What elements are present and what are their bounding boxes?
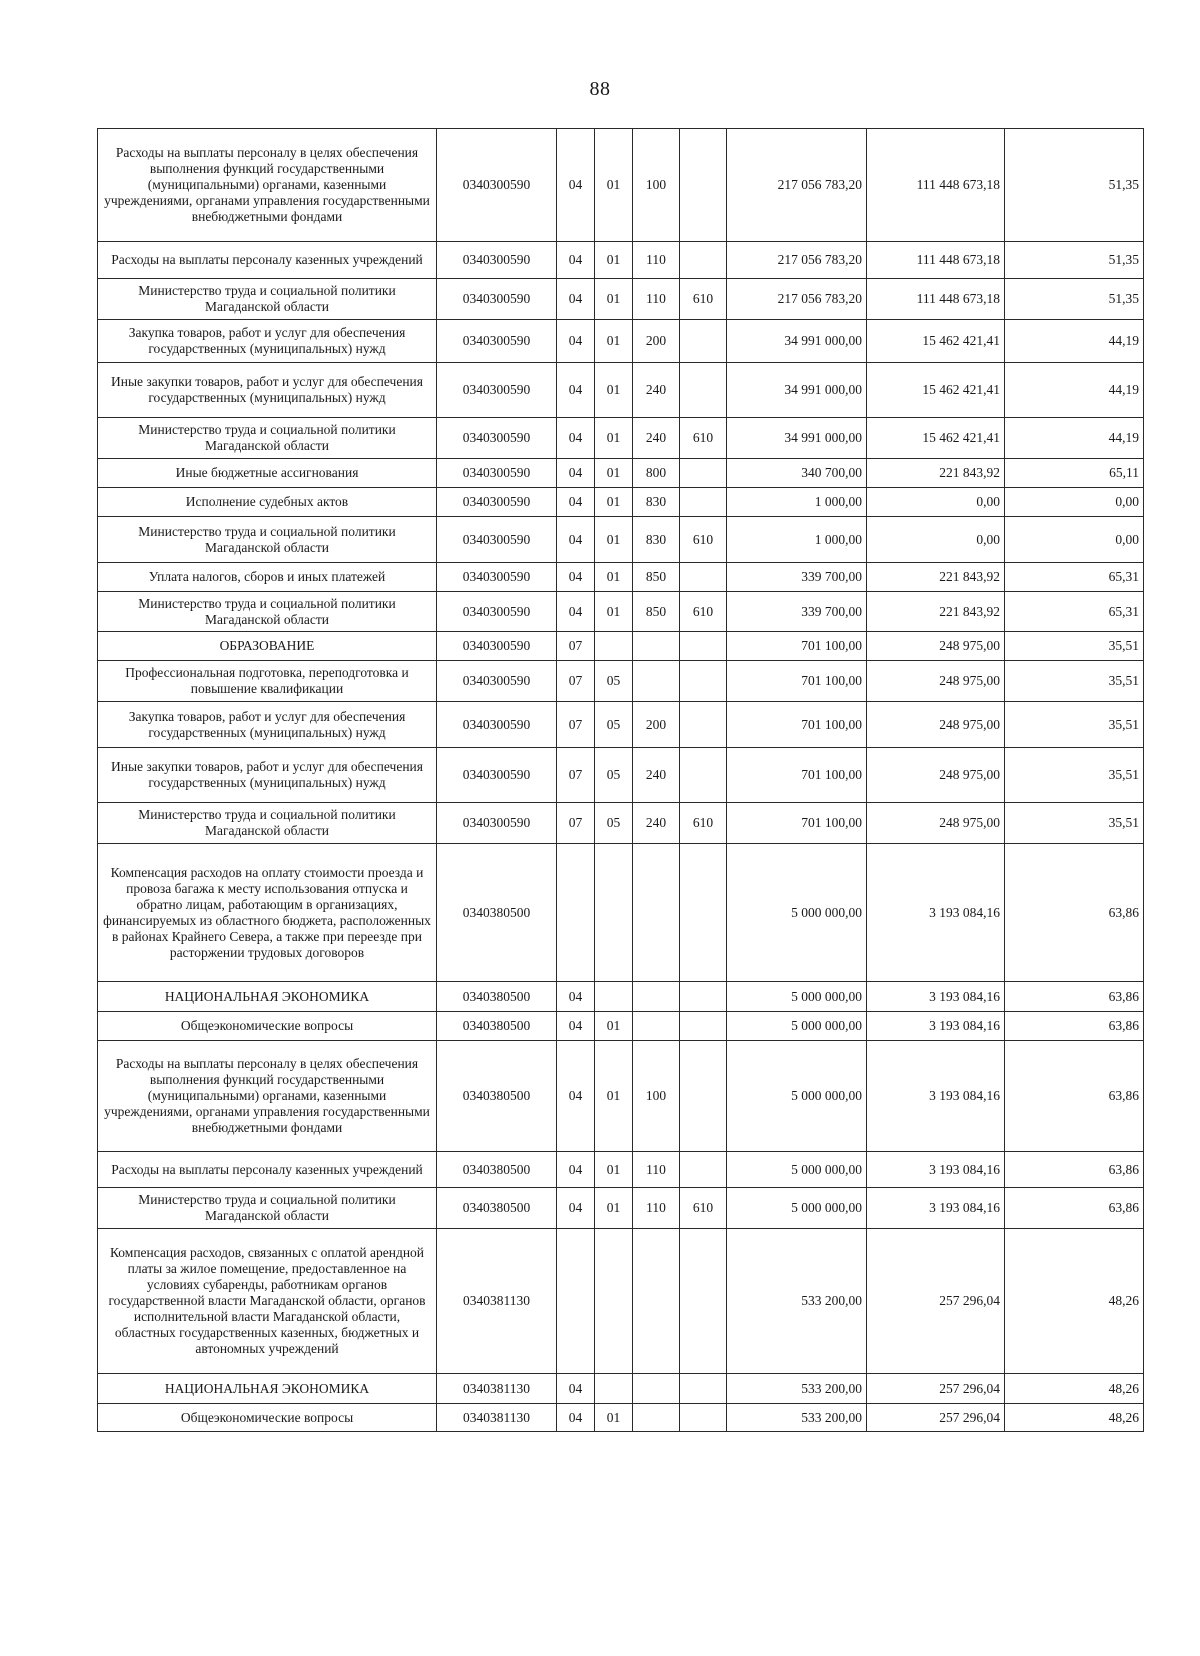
cell-name: Расходы на выплаты персоналу в целях обеспечения выполнения функций государственными (муниципальными) органами, казенными учреждениями, органами управления государственными внебюджетными фондами	[98, 129, 437, 242]
cell-name: Министерство труда и социальной политики Магаданской области	[98, 592, 437, 632]
cell-target-code: 0340300590	[437, 488, 557, 517]
cell-target-code: 0340300590	[437, 803, 557, 844]
cell-executed: 0,00	[867, 488, 1005, 517]
cell-name: Профессиональная подготовка, переподготовка и повышение квалификации	[98, 661, 437, 702]
cell-admin-code	[680, 1012, 727, 1041]
cell-executed: 3 193 084,16	[867, 1041, 1005, 1152]
cell-planned: 1 000,00	[727, 488, 867, 517]
cell-admin-code	[680, 488, 727, 517]
cell-expense-type	[633, 1229, 680, 1374]
cell-admin-code: 610	[680, 803, 727, 844]
table-row	[98, 418, 1144, 459]
cell-expense-type: 830	[633, 517, 680, 563]
cell-executed: 15 462 421,41	[867, 320, 1005, 363]
cell-name: Министерство труда и социальной политики Магаданской области	[98, 517, 437, 563]
cell-subsection	[595, 632, 633, 661]
cell-target-code: 0340380500	[437, 1152, 557, 1188]
table-row	[98, 844, 1144, 982]
cell-executed: 221 843,92	[867, 592, 1005, 632]
cell-section: 04	[557, 418, 595, 459]
cell-name: НАЦИОНАЛЬНАЯ ЭКОНОМИКА	[98, 1374, 437, 1404]
cell-admin-code	[680, 1229, 727, 1374]
table-row	[98, 702, 1144, 748]
cell-admin-code	[680, 242, 727, 279]
cell-percent: 35,51	[1005, 702, 1144, 748]
cell-expense-type: 240	[633, 803, 680, 844]
cell-executed: 257 296,04	[867, 1229, 1005, 1374]
cell-target-code: 0340381130	[437, 1404, 557, 1432]
table-row	[98, 363, 1144, 418]
cell-admin-code	[680, 1374, 727, 1404]
cell-target-code: 0340381130	[437, 1374, 557, 1404]
cell-percent: 63,86	[1005, 982, 1144, 1012]
table-row	[98, 1229, 1144, 1374]
cell-subsection: 01	[595, 592, 633, 632]
cell-target-code: 0340380500	[437, 1188, 557, 1229]
cell-executed: 257 296,04	[867, 1374, 1005, 1404]
cell-expense-type: 200	[633, 702, 680, 748]
cell-admin-code	[680, 982, 727, 1012]
cell-section: 04	[557, 488, 595, 517]
cell-executed: 248 975,00	[867, 803, 1005, 844]
cell-percent: 48,26	[1005, 1229, 1144, 1374]
cell-subsection	[595, 1374, 633, 1404]
cell-section: 04	[557, 1188, 595, 1229]
cell-name: Компенсация расходов, связанных с оплатой арендной платы за жилое помещение, предоставленное на условиях субаренды, работникам органов государственной власти Магаданской области, органов исполнительной власти Магаданской области, областных государственных казенных, бюджетных и автономных учреждений	[98, 1229, 437, 1374]
cell-executed: 248 975,00	[867, 702, 1005, 748]
cell-section: 07	[557, 803, 595, 844]
cell-planned: 34 991 000,00	[727, 418, 867, 459]
table-row	[98, 459, 1144, 488]
cell-executed: 248 975,00	[867, 661, 1005, 702]
table-row	[98, 1012, 1144, 1041]
cell-percent: 51,35	[1005, 242, 1144, 279]
cell-percent: 44,19	[1005, 363, 1144, 418]
cell-name: Министерство труда и социальной политики Магаданской области	[98, 803, 437, 844]
cell-executed: 3 193 084,16	[867, 1152, 1005, 1188]
table-row	[98, 1152, 1144, 1188]
cell-target-code: 0340380500	[437, 844, 557, 982]
cell-admin-code	[680, 320, 727, 363]
cell-name: Расходы на выплаты персоналу казенных учреждений	[98, 1152, 437, 1188]
cell-planned: 701 100,00	[727, 661, 867, 702]
cell-name: Министерство труда и социальной политики Магаданской области	[98, 418, 437, 459]
cell-executed: 111 448 673,18	[867, 129, 1005, 242]
cell-target-code: 0340380500	[437, 1012, 557, 1041]
cell-name: Расходы на выплаты персоналу в целях обеспечения выполнения функций государственными (муниципальными) органами, казенными учреждениями, органами управления государственными внебюджетными фондами	[98, 1041, 437, 1152]
cell-name: Министерство труда и социальной политики Магаданской области	[98, 1188, 437, 1229]
cell-expense-type: 830	[633, 488, 680, 517]
cell-expense-type: 110	[633, 279, 680, 320]
cell-planned: 339 700,00	[727, 592, 867, 632]
cell-percent: 65,11	[1005, 459, 1144, 488]
cell-subsection: 01	[595, 488, 633, 517]
cell-admin-code: 610	[680, 592, 727, 632]
cell-name: Иные бюджетные ассигнования	[98, 459, 437, 488]
cell-planned: 1 000,00	[727, 517, 867, 563]
cell-percent: 65,31	[1005, 563, 1144, 592]
cell-expense-type	[633, 1374, 680, 1404]
cell-admin-code	[680, 459, 727, 488]
cell-percent: 44,19	[1005, 418, 1144, 459]
cell-admin-code	[680, 363, 727, 418]
table-row	[98, 632, 1144, 661]
cell-subsection: 01	[595, 517, 633, 563]
cell-executed: 248 975,00	[867, 632, 1005, 661]
table-row	[98, 488, 1144, 517]
cell-section: 04	[557, 459, 595, 488]
cell-target-code: 0340300590	[437, 632, 557, 661]
cell-target-code: 0340300590	[437, 661, 557, 702]
cell-percent: 63,86	[1005, 1041, 1144, 1152]
cell-percent: 48,26	[1005, 1404, 1144, 1432]
cell-section: 04	[557, 279, 595, 320]
cell-subsection: 01	[595, 418, 633, 459]
cell-expense-type	[633, 1012, 680, 1041]
cell-target-code: 0340380500	[437, 982, 557, 1012]
cell-expense-type	[633, 1404, 680, 1432]
cell-target-code: 0340300590	[437, 129, 557, 242]
cell-percent: 44,19	[1005, 320, 1144, 363]
cell-planned: 5 000 000,00	[727, 844, 867, 982]
cell-expense-type: 800	[633, 459, 680, 488]
cell-admin-code	[680, 1152, 727, 1188]
cell-subsection: 01	[595, 1188, 633, 1229]
cell-section: 07	[557, 702, 595, 748]
cell-executed: 111 448 673,18	[867, 279, 1005, 320]
cell-subsection: 05	[595, 702, 633, 748]
cell-section: 07	[557, 661, 595, 702]
cell-target-code: 0340381130	[437, 1229, 557, 1374]
cell-name: Иные закупки товаров, работ и услуг для обеспечения государственных (муниципальных) нужд	[98, 363, 437, 418]
cell-executed: 3 193 084,16	[867, 1188, 1005, 1229]
table-row	[98, 1404, 1144, 1432]
cell-expense-type	[633, 632, 680, 661]
cell-admin-code: 610	[680, 418, 727, 459]
cell-planned: 5 000 000,00	[727, 1188, 867, 1229]
cell-expense-type: 850	[633, 592, 680, 632]
cell-name: Закупка товаров, работ и услуг для обеспечения государственных (муниципальных) нужд	[98, 320, 437, 363]
cell-planned: 217 056 783,20	[727, 279, 867, 320]
cell-percent: 63,86	[1005, 1188, 1144, 1229]
cell-subsection	[595, 844, 633, 982]
cell-section	[557, 1229, 595, 1374]
cell-percent: 48,26	[1005, 1374, 1144, 1404]
cell-executed: 3 193 084,16	[867, 844, 1005, 982]
cell-subsection: 01	[595, 1012, 633, 1041]
cell-percent: 51,35	[1005, 129, 1144, 242]
cell-planned: 5 000 000,00	[727, 1012, 867, 1041]
cell-planned: 533 200,00	[727, 1374, 867, 1404]
table-row	[98, 1188, 1144, 1229]
cell-target-code: 0340300590	[437, 363, 557, 418]
cell-name: ОБРАЗОВАНИЕ	[98, 632, 437, 661]
cell-expense-type: 100	[633, 129, 680, 242]
cell-executed: 221 843,92	[867, 459, 1005, 488]
cell-admin-code: 610	[680, 517, 727, 563]
table-row	[98, 748, 1144, 803]
cell-section: 04	[557, 129, 595, 242]
cell-percent: 63,86	[1005, 1152, 1144, 1188]
cell-admin-code: 610	[680, 1188, 727, 1229]
cell-expense-type: 100	[633, 1041, 680, 1152]
cell-section: 04	[557, 592, 595, 632]
cell-planned: 340 700,00	[727, 459, 867, 488]
table-row	[98, 803, 1144, 844]
table-row	[98, 129, 1144, 242]
cell-planned: 701 100,00	[727, 803, 867, 844]
cell-section: 04	[557, 320, 595, 363]
cell-expense-type: 240	[633, 363, 680, 418]
cell-executed: 111 448 673,18	[867, 242, 1005, 279]
table-row	[98, 1041, 1144, 1152]
cell-section: 07	[557, 632, 595, 661]
cell-section: 04	[557, 1404, 595, 1432]
cell-section: 04	[557, 1152, 595, 1188]
cell-target-code: 0340300590	[437, 592, 557, 632]
cell-admin-code	[680, 129, 727, 242]
cell-planned: 5 000 000,00	[727, 1041, 867, 1152]
cell-expense-type	[633, 844, 680, 982]
cell-percent: 65,31	[1005, 592, 1144, 632]
cell-planned: 701 100,00	[727, 702, 867, 748]
cell-name: Министерство труда и социальной политики Магаданской области	[98, 279, 437, 320]
cell-executed: 0,00	[867, 517, 1005, 563]
cell-expense-type: 200	[633, 320, 680, 363]
cell-percent: 0,00	[1005, 488, 1144, 517]
cell-percent: 51,35	[1005, 279, 1144, 320]
cell-section: 04	[557, 1012, 595, 1041]
cell-subsection: 01	[595, 129, 633, 242]
cell-planned: 701 100,00	[727, 632, 867, 661]
cell-target-code: 0340300590	[437, 517, 557, 563]
cell-percent: 0,00	[1005, 517, 1144, 563]
cell-subsection: 01	[595, 1152, 633, 1188]
cell-admin-code	[680, 563, 727, 592]
cell-expense-type: 240	[633, 418, 680, 459]
cell-target-code: 0340300590	[437, 320, 557, 363]
cell-name: НАЦИОНАЛЬНАЯ ЭКОНОМИКА	[98, 982, 437, 1012]
cell-planned: 533 200,00	[727, 1229, 867, 1374]
cell-section: 04	[557, 982, 595, 1012]
cell-section: 07	[557, 748, 595, 803]
cell-executed: 3 193 084,16	[867, 982, 1005, 1012]
cell-percent: 35,51	[1005, 632, 1144, 661]
table-row	[98, 517, 1144, 563]
cell-name: Общеэкономические вопросы	[98, 1012, 437, 1041]
cell-percent: 35,51	[1005, 661, 1144, 702]
cell-expense-type: 240	[633, 748, 680, 803]
cell-planned: 34 991 000,00	[727, 320, 867, 363]
cell-executed: 248 975,00	[867, 748, 1005, 803]
table-row	[98, 279, 1144, 320]
cell-planned: 533 200,00	[727, 1404, 867, 1432]
cell-name: Исполнение судебных актов	[98, 488, 437, 517]
cell-planned: 339 700,00	[727, 563, 867, 592]
cell-target-code: 0340300590	[437, 748, 557, 803]
budget-table	[97, 128, 1144, 1432]
cell-subsection: 01	[595, 279, 633, 320]
cell-planned: 217 056 783,20	[727, 129, 867, 242]
cell-subsection: 05	[595, 803, 633, 844]
cell-target-code: 0340300590	[437, 702, 557, 748]
cell-name: Компенсация расходов на оплату стоимости проезда и провоза багажа к месту использования отпуска и обратно лицам, работающим в организациях, финансируемых из областного бюджета, расположенных в районах Крайнего Севера, а также при переезде при расторжении трудовых договоров	[98, 844, 437, 982]
table-row	[98, 982, 1144, 1012]
cell-executed: 3 193 084,16	[867, 1012, 1005, 1041]
cell-planned: 701 100,00	[727, 748, 867, 803]
cell-name: Общеэкономические вопросы	[98, 1404, 437, 1432]
cell-executed: 15 462 421,41	[867, 363, 1005, 418]
cell-section: 04	[557, 363, 595, 418]
cell-planned: 5 000 000,00	[727, 1152, 867, 1188]
cell-subsection	[595, 1229, 633, 1374]
cell-expense-type: 110	[633, 1152, 680, 1188]
table-row	[98, 563, 1144, 592]
cell-expense-type: 110	[633, 242, 680, 279]
cell-admin-code	[680, 748, 727, 803]
cell-target-code: 0340300590	[437, 459, 557, 488]
cell-percent: 63,86	[1005, 1012, 1144, 1041]
page-number: 88	[589, 78, 611, 100]
cell-subsection: 01	[595, 320, 633, 363]
cell-admin-code: 610	[680, 279, 727, 320]
cell-subsection: 01	[595, 242, 633, 279]
cell-expense-type: 110	[633, 1188, 680, 1229]
cell-subsection: 05	[595, 661, 633, 702]
cell-name: Уплата налогов, сборов и иных платежей	[98, 563, 437, 592]
table-row	[98, 661, 1144, 702]
cell-subsection: 01	[595, 1404, 633, 1432]
cell-subsection: 01	[595, 1041, 633, 1152]
table-row	[98, 320, 1144, 363]
cell-planned: 217 056 783,20	[727, 242, 867, 279]
cell-expense-type	[633, 661, 680, 702]
cell-executed: 15 462 421,41	[867, 418, 1005, 459]
cell-planned: 34 991 000,00	[727, 363, 867, 418]
cell-percent: 63,86	[1005, 844, 1144, 982]
cell-target-code: 0340300590	[437, 279, 557, 320]
cell-admin-code	[680, 844, 727, 982]
cell-executed: 221 843,92	[867, 563, 1005, 592]
cell-section: 04	[557, 1374, 595, 1404]
cell-target-code: 0340380500	[437, 1041, 557, 1152]
table-row	[98, 1374, 1144, 1404]
cell-subsection: 05	[595, 748, 633, 803]
cell-planned: 5 000 000,00	[727, 982, 867, 1012]
table-row	[98, 242, 1144, 279]
cell-name: Закупка товаров, работ и услуг для обеспечения государственных (муниципальных) нужд	[98, 702, 437, 748]
cell-admin-code	[680, 1404, 727, 1432]
cell-target-code: 0340300590	[437, 418, 557, 459]
cell-section	[557, 844, 595, 982]
cell-percent: 35,51	[1005, 748, 1144, 803]
cell-admin-code	[680, 1041, 727, 1152]
cell-expense-type: 850	[633, 563, 680, 592]
cell-subsection: 01	[595, 363, 633, 418]
cell-section: 04	[557, 242, 595, 279]
cell-admin-code	[680, 661, 727, 702]
cell-percent: 35,51	[1005, 803, 1144, 844]
cell-executed: 257 296,04	[867, 1404, 1005, 1432]
cell-target-code: 0340300590	[437, 242, 557, 279]
cell-section: 04	[557, 1041, 595, 1152]
cell-admin-code	[680, 702, 727, 748]
table-row	[98, 592, 1144, 632]
cell-admin-code	[680, 632, 727, 661]
cell-target-code: 0340300590	[437, 563, 557, 592]
cell-name: Расходы на выплаты персоналу казенных учреждений	[98, 242, 437, 279]
cell-name: Иные закупки товаров, работ и услуг для обеспечения государственных (муниципальных) нужд	[98, 748, 437, 803]
cell-subsection	[595, 982, 633, 1012]
cell-section: 04	[557, 563, 595, 592]
cell-expense-type	[633, 982, 680, 1012]
cell-subsection: 01	[595, 563, 633, 592]
cell-section: 04	[557, 517, 595, 563]
cell-subsection: 01	[595, 459, 633, 488]
